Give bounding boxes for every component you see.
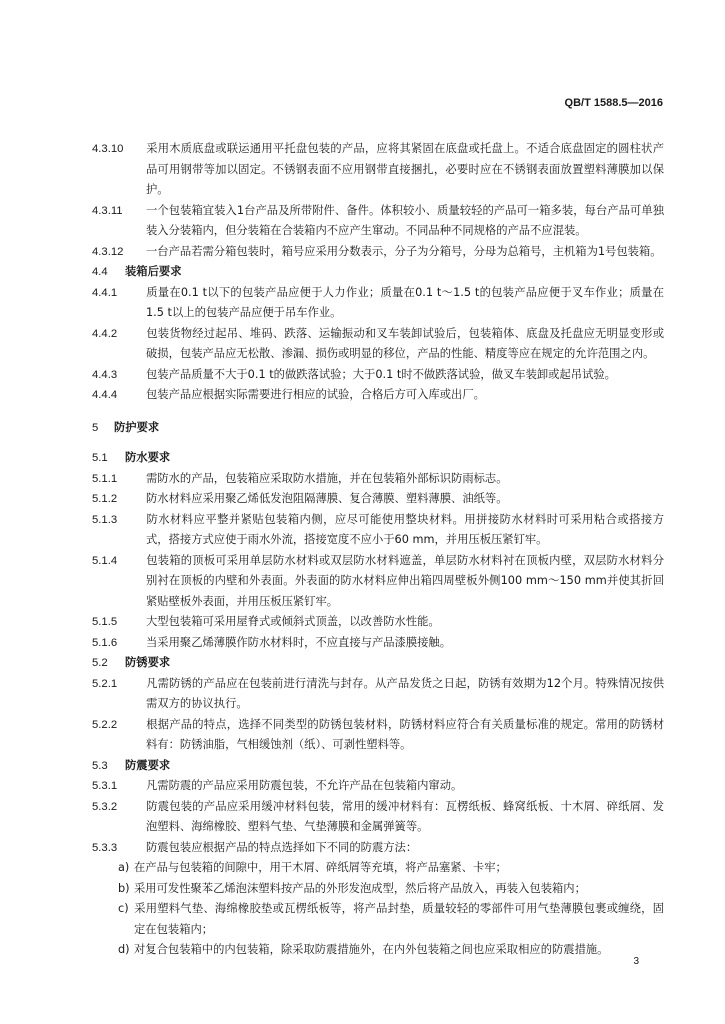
clause-number: 5.3.1 (92, 780, 118, 792)
section-title: 装箱后要求 (125, 265, 182, 278)
clause-5-3-1 (92, 776, 664, 797)
section-number: 5.2 (92, 657, 108, 669)
clause-4-3-10 (92, 139, 664, 201)
section-title: 防水要求 (125, 451, 171, 464)
clause-text: 防水材料应平整并紧贴包装箱内侧，应尽可能使用整块材料。用拼接防水材料时可采用粘合或搭接方式，搭接方式应使于雨水外流，搭接宽度不应小于60 mm，并用压板压紧钉牢。 (146, 512, 664, 546)
clause-5-1-5 (92, 612, 664, 633)
clause-text: 一台产品若需分箱包装时，箱号应采用分数表示，分子为分箱号，分母为总箱号，主机箱为1号包装箱。 (146, 244, 662, 258)
clause-number: 4.4.4 (92, 389, 118, 401)
chapter-heading-5 (92, 418, 664, 439)
list-item (92, 899, 664, 940)
clause-number: 4.4.1 (92, 286, 118, 299)
section-title: 防锈要求 (125, 656, 171, 669)
clause-text: 需防水的产品，包装箱应采取防水措施，并在包装箱外部标识防雨标志。 (146, 471, 508, 485)
clause-number: 5.2.1 (92, 677, 118, 690)
clause-text: 包装货物经过起吊、堆码、跌落、运输振动和叉车装卸试验后，包装箱体、底盘及托盘应无明显变形或破损，包装产品应无松散、渗漏、损伤或明显的移位，产品的性能、精度等应在规定的允许范围之内。 (146, 326, 664, 360)
list-text: 采用塑料气垫、海绵橡胶垫或瓦楞纸板等，将产品封垫，质量较轻的零部件可用气垫薄膜包裹或缠绕，固定在包装箱内； (134, 902, 664, 936)
clause-number: 4.4.2 (92, 327, 118, 340)
clause-number: 5.2.2 (92, 718, 118, 731)
clause-text: 防水材料应采用聚乙烯低发泡阻隔薄膜、复合薄膜、塑料薄膜、油纸等。 (146, 492, 508, 505)
clause-number: 4.3.12 (92, 245, 124, 258)
clause-number: 5.3.3 (92, 841, 118, 854)
clause-text: 防震包装的产品应采用缓冲材料包装，常用的缓冲材料有：瓦楞纸板、蜂窝纸板、十木屑、碎纸屑、发泡塑料、海绵橡胶、塑料气垫、气垫薄膜和金属弹簧等。 (146, 799, 664, 833)
section-heading-5-2 (92, 653, 664, 674)
clause-text: 包装箱的顶板可采用单层防水材料或双层防水材料遮盖，单层防水材料衬在顶板内壁，双层防水材料分别衬在顶板的内壁和外表面。外表面的防水材料应伸出箱四周壁板外侧100 mm～150 mm并使其折回紧贴壁板外表面，并用压板压紧钉牢。 (146, 553, 664, 608)
clause-4-4-4 (92, 385, 664, 406)
list-text: 采用可发性聚苯乙烯泡沫塑料按产品的外形发泡成型，然后将产品放入，再装入包装箱内； (134, 881, 586, 895)
clause-5-1-6 (92, 633, 664, 654)
clause-text: 防震包装应根据产品的特点选择如下不同的防震方法： (146, 840, 418, 854)
clause-text: 包装产品应根据实际需要进行相应的试验，合格后方可入库或出厂。 (146, 388, 485, 401)
page-number: 3 (633, 956, 639, 967)
section-number: 5.1 (92, 452, 108, 464)
clause-5-1-3 (92, 510, 664, 551)
clause-number: 5.3.2 (92, 800, 118, 813)
clause-text: 根据产品的特点，选择不同类型的防锈包装材料，防锈材料应符合有关质量标准的规定。常用的防锈材料有：防锈油脂，气相缓蚀剂（纸）、可剥性塑料等。 (146, 717, 664, 751)
section-title: 防震要求 (125, 758, 171, 772)
clause-text: 采用木质底盘或联运通用平托盘包装的产品，应将其紧固在底盘或托盘上。不适合底盘固定的圆柱状产品可用钢带等加以固定。不锈钢表面不应用钢带直接捆扎，必要时应在不锈钢表面放置塑料薄膜加以保护。 (146, 142, 664, 196)
clause-number: 5.1.5 (92, 616, 118, 628)
list-marker: c) (118, 902, 129, 915)
clause-number: 4.3.11 (92, 204, 123, 217)
clause-text: 凡需防震的产品应采用防震包装，不允许产品在包装箱内窜动。 (146, 779, 463, 792)
list-text: 对复合包装箱中的内包装箱，除采取防震措施外，在内外包装箱之间也应采取相应的防震措施。 (134, 943, 609, 956)
clause-number: 5.1.3 (92, 513, 118, 526)
section-heading-5-3 (92, 756, 664, 777)
clause-number: 5.1.2 (92, 493, 118, 505)
section-number: 4.4 (92, 266, 108, 278)
list-text: 在产品与包装箱的间隙中，用干木屑、碎纸屑等充填，将产品塞紧、卡牢； (134, 861, 507, 874)
list-marker: b) (118, 881, 130, 895)
list-marker: d) (118, 943, 130, 956)
clause-4-3-12 (92, 242, 664, 263)
clause-4-3-11 (92, 201, 664, 242)
chapter-title: 防护要求 (114, 420, 160, 434)
list-marker: a) (118, 861, 130, 874)
list-item (92, 858, 664, 879)
clause-5-1-1 (92, 469, 664, 490)
clause-text: 包装产品质量不大于0.1 t的做跌落试验；大于0.1 t时不做跌落试验，做叉车装卸或起吊试验。 (146, 367, 616, 381)
clause-text: 当采用聚乙烯薄膜作防水材料时，不应直接与产品漆膜接触。 (146, 635, 452, 649)
list-item (92, 879, 664, 900)
clause-4-4-1 (92, 283, 664, 324)
clause-5-3-3 (92, 838, 664, 859)
clause-5-1-2 (92, 489, 664, 510)
section-heading-4-4 (92, 262, 664, 283)
clause-4-4-3 (92, 365, 664, 386)
clause-text: 质量在0.1 t以下的包装产品应便于人力作业；质量在0.1 t～1.5 t的包装产品应便于叉车作业；质量在1.5 t以上的包装产品应便于吊车作业。 (146, 285, 664, 319)
clause-number: 4.4.3 (92, 368, 118, 381)
clause-number: 5.1.6 (92, 636, 118, 649)
chapter-number: 5 (92, 421, 99, 434)
standard-code: QB/T 1588.5—2016 (564, 97, 663, 109)
clause-5-1-4 (92, 551, 664, 613)
section-heading-5-1 (92, 448, 664, 469)
clause-5-2-1 (92, 674, 664, 715)
clause-text: 一个包装箱宜装入1台产品及所带附件、备件。体积较小、质量较轻的产品可一箱多装，每台产品可单独装入分装箱内，但分装箱在合装箱内不应产生窜动。不同品种不同规格的产品不应混装。 (146, 203, 664, 237)
document-body (92, 139, 664, 961)
clause-5-3-2 (92, 797, 664, 838)
clause-text: 大型包装箱可采用屋脊式或倾斜式顶盖，以改善防水性能。 (146, 615, 440, 628)
clause-text: 凡需防锈的产品应在包装前进行清洗与封存。从产品发货之日起，防锈有效期为12个月。特殊情况按供需双方的协议执行。 (146, 676, 664, 710)
clause-number: 5.1.1 (92, 472, 118, 485)
clause-number: 5.1.4 (92, 554, 118, 567)
list-item (92, 940, 664, 961)
section-number: 5.3 (92, 759, 108, 772)
clause-5-2-2 (92, 715, 664, 756)
clause-number: 4.3.10 (92, 143, 124, 155)
clause-4-4-2 (92, 324, 664, 365)
